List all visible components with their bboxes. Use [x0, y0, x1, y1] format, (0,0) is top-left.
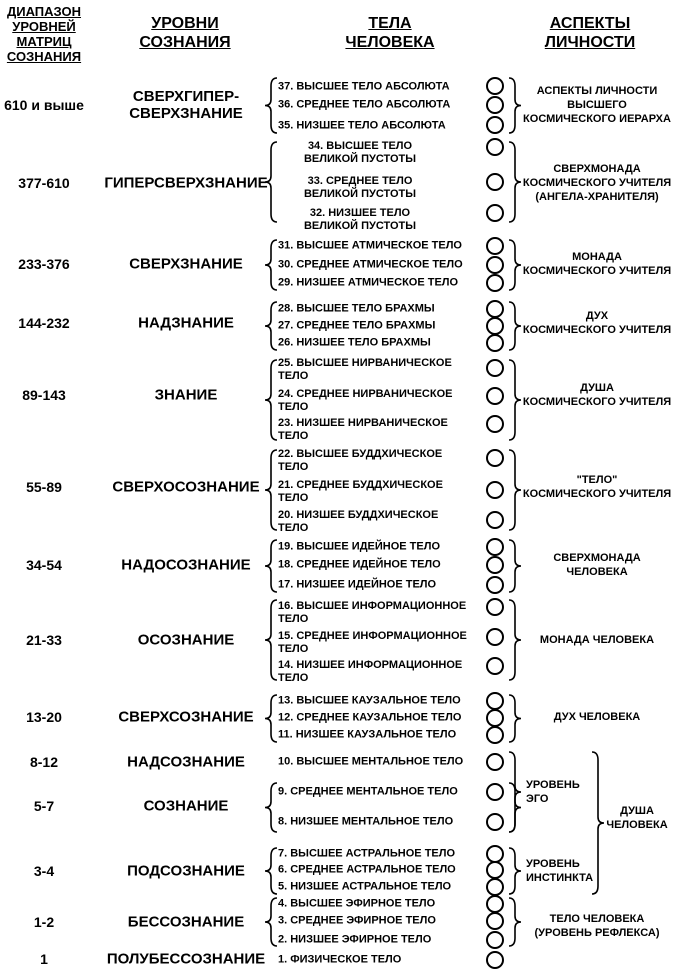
body-circle — [486, 204, 504, 222]
aspect-label-line: ДУША — [580, 382, 614, 394]
body-label-line: 28. ВЫСШЕЕ ТЕЛО БРАХМЫ — [278, 302, 435, 315]
range-label: 377-610 — [18, 175, 70, 191]
body-label-line: ТЕЛО — [278, 401, 309, 413]
aspect-label-line: КОСМИЧЕСКОГО УЧИТЕЛЯ — [522, 265, 672, 277]
consciousness-level — [96, 315, 276, 332]
body-label — [270, 175, 450, 201]
body-label-line: ТЕЛО — [278, 522, 309, 534]
body-label — [278, 559, 478, 572]
consciousness-level — [96, 798, 276, 815]
aspect-label — [512, 250, 682, 278]
body-circle — [486, 709, 504, 727]
body-circle — [486, 951, 504, 969]
aspect-label — [512, 309, 682, 337]
body-circle — [486, 598, 504, 616]
body-label — [278, 357, 478, 383]
aspect-label-line: ИНСТИНКТА — [526, 872, 594, 884]
body-label-line: 4. ВЫСШЕЕ ЭФИРНОЕ ТЕЛО — [278, 897, 436, 910]
aspect-label — [512, 710, 682, 724]
body-circle — [486, 861, 504, 879]
body-circle — [486, 895, 504, 913]
body-circle — [486, 813, 504, 831]
body-label — [278, 388, 478, 414]
body-label-line: 22. ВЫСШЕЕ БУДДХИЧЕСКОЕ — [278, 448, 443, 460]
body-circle — [486, 300, 504, 318]
body-label — [278, 259, 478, 272]
body-label-line: 12. СРЕДНЕЕ КАУЗАЛЬНОЕ ТЕЛО — [278, 711, 462, 724]
body-circle — [486, 481, 504, 499]
aspect-label-line: ЧЕЛОВЕКА — [606, 819, 668, 831]
header-bodies-line: ТЕЛА — [368, 15, 412, 32]
body-circle — [486, 726, 504, 744]
consciousness-level — [96, 863, 276, 880]
body-label — [278, 240, 478, 253]
body-label — [278, 712, 478, 725]
aspect-label-line: КОСМИЧЕСКОГО УЧИТЕЛЯ — [522, 396, 672, 408]
body-label — [278, 479, 478, 505]
aspect-label-line: КОСМИЧЕСКОГО УЧИТЕЛЯ — [522, 324, 672, 336]
header-aspects-line: ЛИЧНОСТИ — [544, 34, 636, 51]
body-label-line: ВЕЛИКОЙ ПУСТОТЫ — [303, 220, 417, 232]
header-levels-line: СОЗНАНИЯ — [139, 34, 231, 51]
body-label-line: ТЕЛО — [278, 613, 309, 625]
aspect-label — [512, 381, 682, 409]
body-label-line: 20. НИЗШЕЕ БУДДХИЧЕСКОЕ — [278, 509, 439, 521]
body-label-line: ТЕЛО — [278, 492, 309, 504]
aspect-label — [526, 857, 606, 885]
aspect-label-line: АСПЕКТЫ ЛИЧНОСТИ — [536, 85, 658, 97]
body-label — [278, 541, 478, 554]
aspect-label — [512, 551, 682, 579]
body-circle — [486, 538, 504, 556]
body-label — [278, 816, 478, 829]
body-circle — [486, 415, 504, 433]
body-circle — [486, 657, 504, 675]
body-label — [278, 120, 478, 133]
header-range-line: ДИАПАЗОН — [6, 4, 82, 19]
body-label — [278, 786, 478, 799]
aspect-label-line: УРОВЕНЬ — [526, 858, 580, 870]
body-label — [278, 417, 478, 443]
body-label-line: 11. НИЗШЕЕ КАУЗАЛЬНОЕ ТЕЛО — [278, 728, 457, 741]
body-circle — [486, 783, 504, 801]
consciousness-level-line: СВЕРХСОЗНАНИЕ — [118, 708, 254, 726]
body-circle — [486, 511, 504, 529]
body-label-line: ВЕЛИКОЙ ПУСТОТЫ — [303, 153, 417, 165]
body-label-line: 5. НИЗШЕЕ АСТРАЛЬНОЕ ТЕЛО — [278, 880, 452, 893]
consciousness-level-line: БЕССОЗНАНИЕ — [127, 913, 245, 931]
aspect-label-line: СВЕРХМОНАДА — [553, 163, 641, 175]
range-label: 5-7 — [33, 798, 55, 814]
body-label-line: 6. СРЕДНЕЕ АСТРАЛЬНОЕ ТЕЛО — [278, 863, 456, 876]
consciousness-level — [96, 479, 276, 496]
body-label-line: 14. НИЗШЕЕ ИНФОРМАЦИОННОЕ — [278, 659, 463, 671]
consciousness-level-line: НАДСОЗНАНИЕ — [127, 753, 245, 771]
consciousness-level — [96, 256, 276, 273]
header-bodies-line: ЧЕЛОВЕКА — [345, 34, 435, 51]
body-label-line: 9. СРЕДНЕЕ МЕНТАЛЬНОЕ ТЕЛО — [278, 785, 458, 798]
consciousness-level-line: ПОЛУБЕССОЗНАНИЕ — [106, 950, 266, 968]
body-label-line: 25. ВЫСШЕЕ НИРВАНИЧЕСКОЕ — [278, 357, 452, 369]
aspect-label — [512, 912, 682, 940]
body-label-line: 36. СРЕДНЕЕ ТЕЛО АБСОЛЮТА — [278, 98, 451, 111]
body-label — [278, 756, 478, 769]
consciousness-level-line: ЗНАНИЕ — [154, 386, 218, 404]
consciousness-level — [96, 754, 276, 771]
aspect-label — [512, 473, 682, 501]
aspect-label-line: КОСМИЧЕСКОГО УЧИТЕЛЯ — [522, 177, 672, 189]
body-label-line: 3. СРЕДНЕЕ ЭФИРНОЕ ТЕЛО — [278, 914, 436, 927]
aspect-label-line: ЧЕЛОВЕКА — [566, 566, 628, 578]
aspect-label-line: ДУХ ЧЕЛОВЕКА — [553, 711, 641, 723]
body-label-line: 34. ВЫСШЕЕ ТЕЛО — [307, 140, 413, 152]
body-circle — [486, 334, 504, 352]
body-circle — [486, 878, 504, 896]
consciousness-level-line: ПОДСОЗНАНИЕ — [127, 862, 245, 880]
aspect-label-line: МОНАДА ЧЕЛОВЕКА — [539, 634, 655, 646]
aspect-label-line: СВЕРХМОНАДА — [553, 552, 641, 564]
range-label: 8-12 — [29, 754, 59, 770]
consciousness-level-line: ГИПЕРСВЕРХЗНАНИЕ — [104, 174, 268, 192]
body-label — [278, 898, 478, 911]
body-label-line: 2. НИЗШЕЕ ЭФИРНОЕ ТЕЛО — [278, 933, 432, 946]
body-label — [278, 277, 478, 290]
body-label-line: 33. СРЕДНЕЕ ТЕЛО — [307, 175, 413, 187]
consciousness-level — [96, 175, 276, 192]
aspect-label — [512, 162, 682, 204]
body-label — [270, 207, 450, 233]
body-label — [278, 337, 478, 350]
consciousness-level-line: НАДЗНАНИЕ — [138, 314, 234, 332]
body-label-line: 10. ВЫСШЕЕ МЕНТАЛЬНОЕ ТЕЛО — [278, 755, 464, 768]
body-label — [278, 579, 478, 592]
consciousness-level-line: ОСОЗНАНИЕ — [137, 631, 235, 649]
aspect-label — [526, 778, 606, 806]
body-label-line: ТЕЛО — [278, 643, 309, 655]
aspect-label — [512, 84, 682, 126]
body-label-line: 15. СРЕДНЕЕ ИНФОРМАЦИОННОЕ — [278, 630, 467, 642]
range-label: 21-33 — [26, 632, 62, 648]
body-label — [278, 81, 478, 94]
body-label-line: 23. НИЗШЕЕ НИРВАНИЧЕСКОЕ — [278, 417, 448, 429]
range-label: 3-4 — [33, 863, 55, 879]
range-label: 55-89 — [26, 479, 62, 495]
range-label: 34-54 — [26, 557, 62, 573]
body-label-line: 35. НИЗШЕЕ ТЕЛО АБСОЛЮТА — [278, 119, 446, 132]
body-circle — [486, 449, 504, 467]
header-range-line: СОЗНАНИЯ — [6, 49, 82, 64]
aspect-label-line: ТЕЛО ЧЕЛОВЕКА — [549, 913, 645, 925]
body-label — [278, 630, 478, 656]
body-label-line: 16. ВЫСШЕЕ ИНФОРМАЦИОННОЕ — [278, 600, 467, 612]
consciousness-level-line: СОЗНАНИЕ — [143, 797, 229, 815]
header-levels-line: УРОВНИ — [151, 15, 219, 32]
aspect-label-line: МОНАДА — [572, 251, 622, 263]
range-label: 1 — [40, 951, 48, 967]
body-circle — [486, 237, 504, 255]
header-aspects-line: АСПЕКТЫ — [549, 15, 631, 32]
body-label — [278, 303, 478, 316]
body-label — [278, 881, 478, 894]
body-label-line: 13. ВЫСШЕЕ КАУЗАЛЬНОЕ ТЕЛО — [278, 694, 461, 707]
body-label-line: 19. ВЫСШЕЕ ИДЕЙНОЕ ТЕЛО — [278, 540, 440, 553]
body-label — [278, 864, 478, 877]
body-label-line: 1. ФИЗИЧЕСКОЕ ТЕЛО — [278, 953, 402, 966]
body-label-line: ТЕЛО — [278, 461, 309, 473]
consciousness-level-line: НАДОСОЗНАНИЕ — [121, 556, 251, 574]
aspect-label-line: ДУХ — [585, 310, 609, 322]
body-label-line: 37. ВЫСШЕЕ ТЕЛО АБСОЛЮТА — [278, 80, 450, 93]
body-label-line: 8. НИЗШЕЕ МЕНТАЛЬНОЕ ТЕЛО — [278, 815, 454, 828]
body-label-line: 21. СРЕДНЕЕ БУДДХИЧЕСКОЕ — [278, 479, 443, 491]
body-label-line: 32. НИЗШЕЕ ТЕЛО — [309, 207, 411, 219]
aspect-label-line: УРОВЕНЬ — [526, 779, 580, 791]
consciousness-level-line: СВЕРХГИПЕР- — [132, 88, 240, 105]
body-label-line: 31. ВЫСШЕЕ АТМИЧЕСКОЕ ТЕЛО — [278, 239, 462, 252]
right-brace — [509, 848, 521, 894]
consciousness-level — [96, 914, 276, 931]
body-label — [278, 848, 478, 861]
body-label — [278, 448, 478, 474]
aspect-label-line: КОСМИЧЕСКОГО УЧИТЕЛЯ — [522, 488, 672, 500]
body-circle — [486, 138, 504, 156]
consciousness-level-line: СВЕРХЗНАНИЕ — [129, 255, 243, 273]
consciousness-level — [96, 951, 276, 968]
body-label-line: 24. СРЕДНЕЕ НИРВАНИЧЕСКОЕ — [278, 388, 453, 400]
body-circle — [486, 556, 504, 574]
range-label: 610 и выше — [4, 97, 84, 113]
consciousness-level — [96, 387, 276, 404]
body-label — [278, 934, 478, 947]
body-label — [278, 659, 478, 685]
consciousness-level-line: СВЕРХОСОЗНАНИЕ — [112, 478, 260, 496]
body-label-line: ТЕЛО — [278, 672, 309, 684]
consciousness-level — [96, 632, 276, 649]
body-label-line: 26. НИЗШЕЕ ТЕЛО БРАХМЫ — [278, 336, 431, 349]
body-label-line: 17. НИЗШЕЕ ИДЕЙНОЕ ТЕЛО — [278, 578, 437, 591]
body-label-line: ВЕЛИКОЙ ПУСТОТЫ — [303, 188, 417, 200]
body-label — [278, 695, 478, 708]
aspect-label-line: ДУША — [620, 805, 654, 817]
body-label-line: ТЕЛО — [278, 370, 309, 382]
body-circle — [486, 359, 504, 377]
body-label — [278, 954, 478, 967]
body-circle — [486, 692, 504, 710]
aspect-label-line: (АНГЕЛА-ХРАНИТЕЛЯ) — [535, 191, 659, 203]
aspect-label-line: "ТЕЛО" — [576, 474, 618, 486]
body-label — [278, 320, 478, 333]
body-circle — [486, 96, 504, 114]
body-label — [278, 509, 478, 535]
body-circle — [486, 628, 504, 646]
body-label-line: 27. СРЕДНЕЕ ТЕЛО БРАХМЫ — [278, 319, 436, 332]
aspect-label-line: (УРОВЕНЬ РЕФЛЕКСА) — [534, 927, 660, 939]
body-circle — [486, 931, 504, 949]
body-circle — [486, 274, 504, 292]
consciousness-level — [96, 88, 276, 122]
body-label — [278, 729, 478, 742]
body-circle — [486, 116, 504, 134]
body-circle — [486, 77, 504, 95]
body-label-line: 29. НИЗШЕЕ АТМИЧЕСКОЕ ТЕЛО — [278, 276, 459, 289]
range-label: 13-20 — [26, 709, 62, 725]
range-label: 89-143 — [22, 387, 66, 403]
range-label: 233-376 — [18, 256, 70, 272]
body-circle — [486, 317, 504, 335]
body-label — [278, 600, 478, 626]
body-label — [278, 915, 478, 928]
body-circle — [486, 576, 504, 594]
body-circle — [486, 256, 504, 274]
aspect-label-line: КОСМИЧЕСКОГО ИЕРАРХА — [523, 113, 671, 125]
body-circle — [486, 753, 504, 771]
body-label-line: 30. СРЕДНЕЕ АТМИЧЕСКОЕ ТЕЛО — [278, 258, 463, 271]
range-label: 1-2 — [33, 914, 55, 930]
body-circle — [486, 912, 504, 930]
consciousness-level — [96, 557, 276, 574]
body-label-line: 18. СРЕДНЕЕ ИДЕЙНОЕ ТЕЛО — [278, 558, 441, 571]
aspect-label — [592, 804, 682, 832]
aspect-label-line: ВЫСШЕГО — [567, 99, 627, 111]
consciousness-level — [96, 709, 276, 726]
body-circle — [486, 173, 504, 191]
aspect-label-line: ЭГО — [526, 793, 549, 805]
range-label: 144-232 — [18, 315, 70, 331]
aspect-label — [512, 633, 682, 647]
consciousness-level-line: СВЕРХЗНАНИЕ — [129, 105, 243, 122]
body-label — [278, 99, 478, 112]
header-range-line: МАТРИЦ — [16, 34, 72, 49]
body-label — [270, 140, 450, 166]
body-circle — [486, 387, 504, 405]
header-range-line: УРОВНЕЙ — [12, 19, 76, 34]
body-label-line: 7. ВЫСШЕЕ АСТРАЛЬНОЕ ТЕЛО — [278, 847, 456, 860]
body-label-line: ТЕЛО — [278, 430, 309, 442]
